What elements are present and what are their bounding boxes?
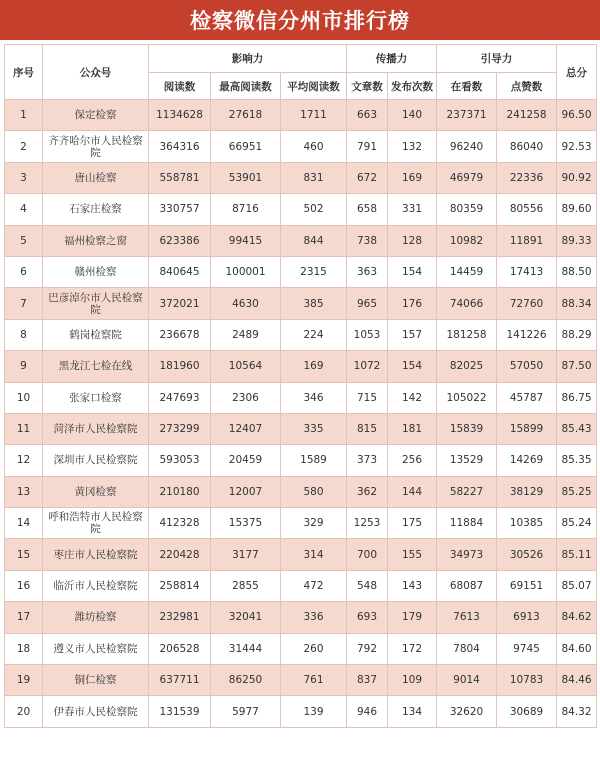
table-row xyxy=(5,256,597,287)
cell-max-reads: 31444 xyxy=(211,633,281,664)
cell-rank: 1 xyxy=(5,100,43,131)
cell-total-score: 86.75 xyxy=(557,382,597,413)
cell-account-name xyxy=(43,131,149,162)
cell-articles: 700 xyxy=(347,539,388,570)
cell-watching: 7804 xyxy=(437,633,497,664)
cell-likes: 15899 xyxy=(497,413,557,444)
cell-articles: 693 xyxy=(347,602,388,633)
cell-avg-reads: 139 xyxy=(281,696,347,727)
cell-posts: 172 xyxy=(388,633,437,664)
cell-max-reads: 5977 xyxy=(211,696,281,727)
cell-watching: 15839 xyxy=(437,413,497,444)
cell-avg-reads: 460 xyxy=(281,131,347,162)
table-row xyxy=(5,508,597,539)
cell-rank: 19 xyxy=(5,665,43,696)
cell-avg-reads: 831 xyxy=(281,162,347,193)
cell-articles: 1072 xyxy=(347,351,388,382)
account-name-text: 鹤岗检察院 xyxy=(69,328,122,341)
table-row xyxy=(5,225,597,256)
account-name-text: 福州检察之窗 xyxy=(64,234,127,247)
cell-avg-reads: 1711 xyxy=(281,100,347,131)
cell-posts: 143 xyxy=(388,570,437,601)
cell-total-score: 84.60 xyxy=(557,633,597,664)
table-row xyxy=(5,382,597,413)
cell-reads: 258814 xyxy=(149,570,211,601)
cell-articles: 1053 xyxy=(347,319,388,350)
cell-watching: 74066 xyxy=(437,288,497,319)
cell-account-name xyxy=(43,351,149,382)
cell-articles: 373 xyxy=(347,445,388,476)
cell-max-reads: 2306 xyxy=(211,382,281,413)
cell-max-reads: 12407 xyxy=(211,413,281,444)
header-influence: 影响力 xyxy=(149,45,347,73)
cell-articles: 815 xyxy=(347,413,388,444)
cell-avg-reads: 260 xyxy=(281,633,347,664)
cell-reads: 273299 xyxy=(149,413,211,444)
cell-likes: 141226 xyxy=(497,319,557,350)
cell-rank: 17 xyxy=(5,602,43,633)
account-name-text: 枣庄市人民检察院 xyxy=(53,548,138,561)
cell-articles: 362 xyxy=(347,476,388,507)
account-name-text: 深圳市人民检察院 xyxy=(53,454,138,467)
cell-account-name xyxy=(43,162,149,193)
cell-posts: 256 xyxy=(388,445,437,476)
cell-max-reads: 53901 xyxy=(211,162,281,193)
cell-likes: 17413 xyxy=(497,256,557,287)
table-body xyxy=(5,100,597,728)
cell-total-score: 96.50 xyxy=(557,100,597,131)
cell-total-score: 89.60 xyxy=(557,194,597,225)
account-name-text: 伊春市人民检察院 xyxy=(53,705,138,718)
cell-watching: 14459 xyxy=(437,256,497,287)
cell-rank: 11 xyxy=(5,413,43,444)
cell-reads: 1134628 xyxy=(149,100,211,131)
cell-account-name xyxy=(43,476,149,507)
cell-posts: 169 xyxy=(388,162,437,193)
cell-watching: 80359 xyxy=(437,194,497,225)
table-row xyxy=(5,476,597,507)
cell-likes: 38129 xyxy=(497,476,557,507)
table-row xyxy=(5,319,597,350)
cell-max-reads: 4630 xyxy=(211,288,281,319)
header-account: 公众号 xyxy=(43,45,149,100)
cell-likes: 10385 xyxy=(497,508,557,539)
header-posts: 发布次数 xyxy=(388,73,437,100)
cell-rank: 3 xyxy=(5,162,43,193)
account-name-text: 张家口检察 xyxy=(69,391,122,404)
cell-likes: 22336 xyxy=(497,162,557,193)
cell-likes: 11891 xyxy=(497,225,557,256)
table-row xyxy=(5,288,597,319)
cell-avg-reads: 385 xyxy=(281,288,347,319)
cell-avg-reads: 502 xyxy=(281,194,347,225)
cell-total-score: 84.62 xyxy=(557,602,597,633)
cell-posts: 128 xyxy=(388,225,437,256)
cell-avg-reads: 1589 xyxy=(281,445,347,476)
cell-max-reads: 99415 xyxy=(211,225,281,256)
cell-reads: 637711 xyxy=(149,665,211,696)
account-name-text: 铜仁检察 xyxy=(74,674,117,687)
cell-total-score: 92.53 xyxy=(557,131,597,162)
cell-watching: 181258 xyxy=(437,319,497,350)
header-max-reads: 最高阅读数 xyxy=(211,73,281,100)
cell-posts: 142 xyxy=(388,382,437,413)
table-row xyxy=(5,162,597,193)
account-name-text: 石家庄检察 xyxy=(69,203,122,216)
cell-account-name xyxy=(43,256,149,287)
cell-avg-reads: 335 xyxy=(281,413,347,444)
header-spread: 传播力 xyxy=(347,45,437,73)
account-name-text: 齐齐哈尔市人民检察院 xyxy=(48,134,143,159)
cell-total-score: 84.32 xyxy=(557,696,597,727)
cell-reads: 593053 xyxy=(149,445,211,476)
cell-posts: 157 xyxy=(388,319,437,350)
header-avg-reads: 平均阅读数 xyxy=(281,73,347,100)
cell-account-name xyxy=(43,633,149,664)
cell-account-name xyxy=(43,696,149,727)
header-rank: 序号 xyxy=(5,45,43,100)
cell-reads: 236678 xyxy=(149,319,211,350)
account-name-text: 巴彦淖尔市人民检察院 xyxy=(48,291,143,316)
cell-total-score: 87.50 xyxy=(557,351,597,382)
cell-reads: 364316 xyxy=(149,131,211,162)
cell-account-name xyxy=(43,288,149,319)
cell-watching: 9014 xyxy=(437,665,497,696)
cell-max-reads: 32041 xyxy=(211,602,281,633)
cell-total-score: 85.35 xyxy=(557,445,597,476)
cell-articles: 548 xyxy=(347,570,388,601)
account-name-text: 菏泽市人民检察院 xyxy=(53,423,138,436)
cell-account-name xyxy=(43,319,149,350)
cell-articles: 965 xyxy=(347,288,388,319)
cell-posts: 176 xyxy=(388,288,437,319)
cell-watching: 10982 xyxy=(437,225,497,256)
cell-rank: 10 xyxy=(5,382,43,413)
cell-posts: 154 xyxy=(388,351,437,382)
table-row xyxy=(5,194,597,225)
cell-reads: 131539 xyxy=(149,696,211,727)
cell-avg-reads: 761 xyxy=(281,665,347,696)
account-name-text: 赣州检察 xyxy=(74,266,117,279)
account-name-text: 黄冈检察 xyxy=(74,485,117,498)
cell-total-score: 85.43 xyxy=(557,413,597,444)
cell-likes: 9745 xyxy=(497,633,557,664)
cell-avg-reads: 580 xyxy=(281,476,347,507)
cell-avg-reads: 844 xyxy=(281,225,347,256)
cell-articles: 715 xyxy=(347,382,388,413)
cell-articles: 946 xyxy=(347,696,388,727)
cell-articles: 663 xyxy=(347,100,388,131)
cell-max-reads: 20459 xyxy=(211,445,281,476)
cell-posts: 155 xyxy=(388,539,437,570)
cell-likes: 69151 xyxy=(497,570,557,601)
cell-account-name xyxy=(43,539,149,570)
cell-rank: 4 xyxy=(5,194,43,225)
cell-max-reads: 8716 xyxy=(211,194,281,225)
cell-total-score: 88.34 xyxy=(557,288,597,319)
cell-posts: 109 xyxy=(388,665,437,696)
cell-rank: 5 xyxy=(5,225,43,256)
table-row xyxy=(5,351,597,382)
cell-max-reads: 12007 xyxy=(211,476,281,507)
cell-articles: 672 xyxy=(347,162,388,193)
table-row xyxy=(5,602,597,633)
cell-rank: 9 xyxy=(5,351,43,382)
cell-max-reads: 15375 xyxy=(211,508,281,539)
cell-articles: 738 xyxy=(347,225,388,256)
cell-watching: 237371 xyxy=(437,100,497,131)
cell-likes: 10783 xyxy=(497,665,557,696)
cell-likes: 30689 xyxy=(497,696,557,727)
cell-max-reads: 2855 xyxy=(211,570,281,601)
cell-account-name xyxy=(43,382,149,413)
cell-watching: 96240 xyxy=(437,131,497,162)
cell-likes: 241258 xyxy=(497,100,557,131)
cell-avg-reads: 346 xyxy=(281,382,347,413)
cell-posts: 140 xyxy=(388,100,437,131)
cell-total-score: 88.29 xyxy=(557,319,597,350)
header-attraction: 引导力 xyxy=(437,45,557,73)
account-name-text: 临沂市人民检察院 xyxy=(53,580,138,593)
header-total: 总分 xyxy=(557,45,597,100)
cell-watching: 11884 xyxy=(437,508,497,539)
cell-max-reads: 100001 xyxy=(211,256,281,287)
cell-account-name xyxy=(43,665,149,696)
cell-watching: 105022 xyxy=(437,382,497,413)
cell-reads: 232981 xyxy=(149,602,211,633)
cell-rank: 14 xyxy=(5,508,43,539)
cell-total-score: 84.46 xyxy=(557,665,597,696)
cell-reads: 206528 xyxy=(149,633,211,664)
cell-rank: 2 xyxy=(5,131,43,162)
cell-likes: 45787 xyxy=(497,382,557,413)
cell-avg-reads: 336 xyxy=(281,602,347,633)
account-name-text: 保定检察 xyxy=(74,109,117,122)
cell-rank: 12 xyxy=(5,445,43,476)
cell-avg-reads: 329 xyxy=(281,508,347,539)
cell-watching: 58227 xyxy=(437,476,497,507)
cell-account-name xyxy=(43,508,149,539)
cell-watching: 68087 xyxy=(437,570,497,601)
cell-total-score: 85.11 xyxy=(557,539,597,570)
cell-reads: 181960 xyxy=(149,351,211,382)
cell-avg-reads: 314 xyxy=(281,539,347,570)
cell-rank: 18 xyxy=(5,633,43,664)
cell-account-name xyxy=(43,413,149,444)
table-row xyxy=(5,131,597,162)
cell-total-score: 85.25 xyxy=(557,476,597,507)
cell-reads: 210180 xyxy=(149,476,211,507)
header-likes: 点赞数 xyxy=(497,73,557,100)
header-articles: 文章数 xyxy=(347,73,388,100)
cell-likes: 14269 xyxy=(497,445,557,476)
cell-reads: 558781 xyxy=(149,162,211,193)
cell-likes: 30526 xyxy=(497,539,557,570)
cell-articles: 363 xyxy=(347,256,388,287)
cell-watching: 34973 xyxy=(437,539,497,570)
cell-account-name xyxy=(43,602,149,633)
cell-likes: 80556 xyxy=(497,194,557,225)
cell-posts: 134 xyxy=(388,696,437,727)
cell-total-score: 85.07 xyxy=(557,570,597,601)
cell-avg-reads: 169 xyxy=(281,351,347,382)
table-row xyxy=(5,665,597,696)
header-reads: 阅读数 xyxy=(149,73,211,100)
cell-account-name xyxy=(43,445,149,476)
cell-total-score: 85.24 xyxy=(557,508,597,539)
cell-watching: 46979 xyxy=(437,162,497,193)
cell-likes: 86040 xyxy=(497,131,557,162)
cell-avg-reads: 472 xyxy=(281,570,347,601)
cell-avg-reads: 2315 xyxy=(281,256,347,287)
cell-total-score: 89.33 xyxy=(557,225,597,256)
cell-reads: 623386 xyxy=(149,225,211,256)
cell-articles: 792 xyxy=(347,633,388,664)
account-name-text: 遵义市人民检察院 xyxy=(53,642,138,655)
cell-articles: 837 xyxy=(347,665,388,696)
account-name-text: 黑龙江七检在线 xyxy=(58,360,133,373)
cell-posts: 132 xyxy=(388,131,437,162)
ranking-table xyxy=(4,44,597,728)
table-row xyxy=(5,696,597,727)
cell-watching: 13529 xyxy=(437,445,497,476)
table-row xyxy=(5,539,597,570)
cell-reads: 372021 xyxy=(149,288,211,319)
table-row xyxy=(5,445,597,476)
cell-total-score: 88.50 xyxy=(557,256,597,287)
header-watching: 在看数 xyxy=(437,73,497,100)
cell-watching: 7613 xyxy=(437,602,497,633)
cell-max-reads: 66951 xyxy=(211,131,281,162)
cell-reads: 220428 xyxy=(149,539,211,570)
cell-rank: 13 xyxy=(5,476,43,507)
account-name-text: 潍坊检察 xyxy=(74,611,117,624)
cell-likes: 6913 xyxy=(497,602,557,633)
cell-max-reads: 86250 xyxy=(211,665,281,696)
cell-account-name xyxy=(43,225,149,256)
cell-rank: 7 xyxy=(5,288,43,319)
cell-articles: 1253 xyxy=(347,508,388,539)
cell-avg-reads: 224 xyxy=(281,319,347,350)
cell-watching: 82025 xyxy=(437,351,497,382)
cell-reads: 412328 xyxy=(149,508,211,539)
cell-posts: 175 xyxy=(388,508,437,539)
table-row xyxy=(5,570,597,601)
table-header xyxy=(5,45,597,100)
cell-rank: 6 xyxy=(5,256,43,287)
table-row xyxy=(5,100,597,131)
cell-max-reads: 27618 xyxy=(211,100,281,131)
table-row xyxy=(5,633,597,664)
cell-posts: 144 xyxy=(388,476,437,507)
cell-reads: 330757 xyxy=(149,194,211,225)
cell-likes: 57050 xyxy=(497,351,557,382)
account-name-text: 唐山检察 xyxy=(74,171,117,184)
cell-rank: 15 xyxy=(5,539,43,570)
cell-total-score: 90.92 xyxy=(557,162,597,193)
cell-account-name xyxy=(43,570,149,601)
cell-account-name xyxy=(43,100,149,131)
cell-articles: 658 xyxy=(347,194,388,225)
cell-max-reads: 3177 xyxy=(211,539,281,570)
account-name-text: 呼和浩特市人民检察院 xyxy=(48,511,143,536)
cell-reads: 840645 xyxy=(149,256,211,287)
table-row xyxy=(5,413,597,444)
cell-posts: 154 xyxy=(388,256,437,287)
cell-reads: 247693 xyxy=(149,382,211,413)
cell-watching: 32620 xyxy=(437,696,497,727)
cell-rank: 16 xyxy=(5,570,43,601)
cell-posts: 331 xyxy=(388,194,437,225)
cell-rank: 20 xyxy=(5,696,43,727)
cell-likes: 72760 xyxy=(497,288,557,319)
cell-rank: 8 xyxy=(5,319,43,350)
cell-posts: 179 xyxy=(388,602,437,633)
page-title: 检察微信分州市排行榜 xyxy=(0,0,600,44)
cell-max-reads: 2489 xyxy=(211,319,281,350)
cell-articles: 791 xyxy=(347,131,388,162)
cell-account-name xyxy=(43,194,149,225)
cell-max-reads: 10564 xyxy=(211,351,281,382)
cell-posts: 181 xyxy=(388,413,437,444)
